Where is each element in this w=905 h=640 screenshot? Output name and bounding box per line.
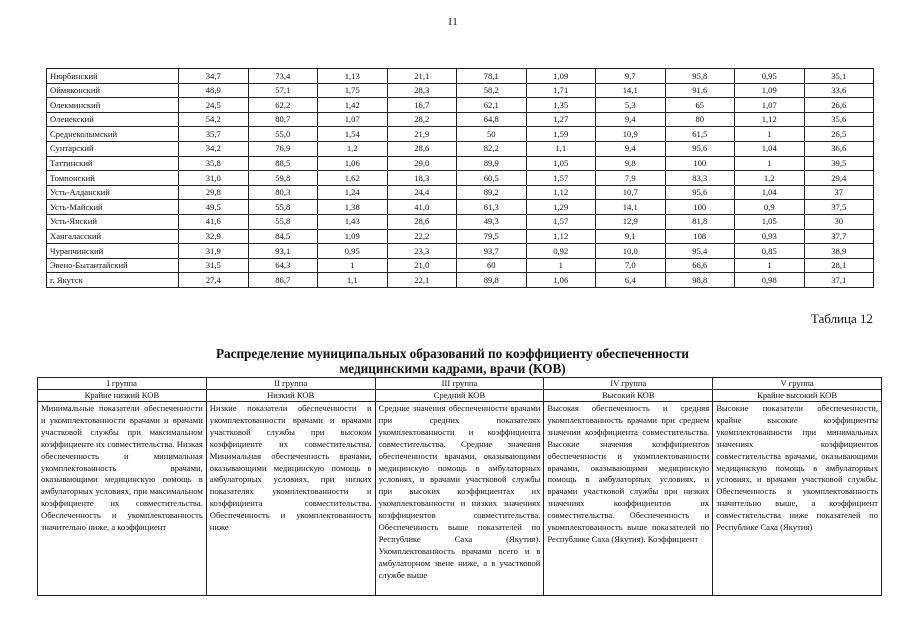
value-cell: 1,06 xyxy=(318,156,388,171)
group-header: IV группа xyxy=(544,378,713,390)
value-cell: 98,8 xyxy=(665,273,735,288)
region-name-cell: Сунтарский xyxy=(47,141,179,156)
value-cell: 30 xyxy=(804,214,874,229)
value-cell: 10,9 xyxy=(596,127,666,142)
table-row xyxy=(47,229,874,244)
value-cell: 1,27 xyxy=(526,112,596,127)
value-cell: 1,42 xyxy=(318,98,388,113)
value-cell: 55,0 xyxy=(248,127,318,142)
value-cell: 21,0 xyxy=(387,258,457,273)
value-cell: 1,71 xyxy=(526,83,596,98)
value-cell: 24,5 xyxy=(179,98,249,113)
group-description: Высокие показатели обеспеченности, крайне высокие коэффициенты укомплектованности при минимальных значениях коэффициентов совместительства врачами, оказывающими медицинскую помощь в амбулаторных условиях, и врачами участковой службы. Обеспеченность и укомплектованность значительно выше, а коэффициент совместительства ниже показателей по Республике Саха (Якутия) xyxy=(713,402,882,596)
value-cell: 1,62 xyxy=(318,171,388,186)
value-cell: 9,7 xyxy=(596,69,666,84)
value-cell: 5,3 xyxy=(596,98,666,113)
value-cell: 95,6 xyxy=(665,141,735,156)
value-cell: 35,1 xyxy=(804,69,874,84)
value-cell: 1 xyxy=(526,258,596,273)
table-caption: Таблица 12 xyxy=(810,311,873,326)
value-cell: 61,3 xyxy=(457,200,527,215)
value-cell: 34,2 xyxy=(179,141,249,156)
value-cell: 10,0 xyxy=(596,244,666,259)
value-cell: 14,1 xyxy=(596,83,666,98)
value-cell: 31,0 xyxy=(179,171,249,186)
value-cell: 48,9 xyxy=(179,83,249,98)
value-cell: 36,6 xyxy=(804,141,874,156)
value-cell: 22,2 xyxy=(387,229,457,244)
table-row xyxy=(47,69,874,84)
value-cell: 95,6 xyxy=(665,185,735,200)
value-cell: 31,9 xyxy=(179,244,249,259)
value-cell: 91,6 xyxy=(665,83,735,98)
value-cell: 34,7 xyxy=(179,69,249,84)
value-cell: 82,2 xyxy=(457,141,527,156)
value-cell: 86,7 xyxy=(248,273,318,288)
region-name-cell: Усть-Майский xyxy=(47,200,179,215)
value-cell: 1,59 xyxy=(526,127,596,142)
value-cell: 1,75 xyxy=(318,83,388,98)
value-cell: 41,6 xyxy=(179,214,249,229)
value-cell: 1,57 xyxy=(526,171,596,186)
table-row xyxy=(47,273,874,288)
value-cell: 1,05 xyxy=(735,214,805,229)
value-cell: 28,2 xyxy=(387,112,457,127)
value-cell: 27,4 xyxy=(179,273,249,288)
level-row xyxy=(38,390,882,402)
value-cell: 1,24 xyxy=(318,185,388,200)
value-cell: 9,8 xyxy=(596,156,666,171)
region-name-cell: Таттинский xyxy=(47,156,179,171)
table-row xyxy=(47,112,874,127)
value-cell: 23,3 xyxy=(387,244,457,259)
table-row xyxy=(47,156,874,171)
value-cell: 28,6 xyxy=(387,214,457,229)
value-cell: 1,04 xyxy=(735,185,805,200)
value-cell: 55,8 xyxy=(248,200,318,215)
value-cell: 24,4 xyxy=(387,185,457,200)
value-cell: 1,12 xyxy=(526,185,596,200)
value-cell: 100 xyxy=(665,156,735,171)
value-cell: 1,05 xyxy=(526,156,596,171)
value-cell: 100 xyxy=(665,200,735,215)
value-cell: 37,5 xyxy=(804,200,874,215)
value-cell: 33,6 xyxy=(804,83,874,98)
value-cell: 18,3 xyxy=(387,171,457,186)
region-name-cell: Оймяконский xyxy=(47,83,179,98)
value-cell: 1,13 xyxy=(318,69,388,84)
value-cell: 1 xyxy=(735,258,805,273)
region-name-cell: Среднеколымский xyxy=(47,127,179,142)
region-name-cell: г. Якутск xyxy=(47,273,179,288)
kov-level: Крайне высокий КОВ xyxy=(713,390,882,402)
value-cell: 29,4 xyxy=(804,171,874,186)
region-name-cell: Хангаласский xyxy=(47,229,179,244)
value-cell: 0,95 xyxy=(735,69,805,84)
value-cell: 62,2 xyxy=(248,98,318,113)
value-cell: 57,1 xyxy=(248,83,318,98)
value-cell: 1,2 xyxy=(318,141,388,156)
value-cell: 1,09 xyxy=(318,229,388,244)
table-row xyxy=(47,214,874,229)
value-cell: 80,3 xyxy=(248,185,318,200)
value-cell: 89,9 xyxy=(457,156,527,171)
value-cell: 12,9 xyxy=(596,214,666,229)
value-cell: 1,38 xyxy=(318,200,388,215)
value-cell: 84,5 xyxy=(248,229,318,244)
group-header: I группа xyxy=(38,378,207,390)
value-cell: 9,1 xyxy=(596,229,666,244)
value-cell: 80 xyxy=(665,112,735,127)
group-header: II группа xyxy=(206,378,375,390)
value-cell: 1 xyxy=(735,156,805,171)
value-cell: 108 xyxy=(665,229,735,244)
value-cell: 16,7 xyxy=(387,98,457,113)
value-cell: 83,3 xyxy=(665,171,735,186)
value-cell: 9,4 xyxy=(596,141,666,156)
value-cell: 54,2 xyxy=(179,112,249,127)
value-cell: 55,8 xyxy=(248,214,318,229)
kov-level: Высокий КОВ xyxy=(544,390,713,402)
region-name-cell: Нюрбинский xyxy=(47,69,179,84)
value-cell: 73,4 xyxy=(248,69,318,84)
value-cell: 81,8 xyxy=(665,214,735,229)
value-cell: 32,9 xyxy=(179,229,249,244)
group-description: Низкие показатели обеспеченности и укомплектованности врачами и врачами участковой службы при высоком коэффициенте их совместительства. Минимальная обеспеченность врачами, оказывающими медицинскую помощь в амбулаторных условиях, при низких показателях укомплектованности и коэффициента совместительства. Обеспеченность и укомплектованность ниже xyxy=(206,402,375,596)
table-row xyxy=(47,171,874,186)
value-cell: 0,9 xyxy=(735,200,805,215)
value-cell: 1,35 xyxy=(526,98,596,113)
value-cell: 93,7 xyxy=(457,244,527,259)
value-cell: 1 xyxy=(735,127,805,142)
value-cell: 1,57 xyxy=(526,214,596,229)
value-cell: 39,5 xyxy=(804,156,874,171)
value-cell: 76,9 xyxy=(248,141,318,156)
value-cell: 22,1 xyxy=(387,273,457,288)
value-cell: 38,9 xyxy=(804,244,874,259)
value-cell: 1,06 xyxy=(526,273,596,288)
group-description: Минимальные показатели обеспеченности и укомплектованности врачами и врачами участковой службы при максимальном коэффициенте их совместительства. Низкая обеспеченность и минимальная укомплектованность врачами, оказывающими медицинскую помощь в амбулаторных условиях, при максимальном коэффициенте их совместительства. Обеспеченность и укомплектованность значительно ниже, а коэффициент xyxy=(38,402,207,596)
value-cell: 1,54 xyxy=(318,127,388,142)
value-cell: 26,5 xyxy=(804,127,874,142)
value-cell: 62,1 xyxy=(457,98,527,113)
kov-level: Низкий КОВ xyxy=(206,390,375,402)
region-name-cell: Усть-Алданский xyxy=(47,185,179,200)
value-cell: 0,85 xyxy=(735,244,805,259)
value-cell: 1,07 xyxy=(318,112,388,127)
value-cell: 1,1 xyxy=(526,141,596,156)
table-title-line-2: медицинскими кадрами, врачи (КОВ) xyxy=(339,361,566,376)
value-cell: 29,8 xyxy=(179,185,249,200)
value-cell: 1,2 xyxy=(735,171,805,186)
table-row xyxy=(47,200,874,215)
value-cell: 10,7 xyxy=(596,185,666,200)
description-row xyxy=(38,402,882,596)
value-cell: 0,95 xyxy=(318,244,388,259)
group-header: V группа xyxy=(713,378,882,390)
value-cell: 78,1 xyxy=(457,69,527,84)
value-cell: 1,29 xyxy=(526,200,596,215)
table-row xyxy=(47,141,874,156)
table-row xyxy=(47,244,874,259)
value-cell: 1,09 xyxy=(526,69,596,84)
value-cell: 35,6 xyxy=(804,112,874,127)
region-data-table xyxy=(46,68,874,288)
value-cell: 1 xyxy=(318,258,388,273)
region-name-cell: Усть-Янский xyxy=(47,214,179,229)
kov-level: Средний КОВ xyxy=(375,390,544,402)
value-cell: 50 xyxy=(457,127,527,142)
value-cell: 37 xyxy=(804,185,874,200)
value-cell: 1,07 xyxy=(735,98,805,113)
value-cell: 64,8 xyxy=(457,112,527,127)
value-cell: 49,3 xyxy=(457,214,527,229)
value-cell: 93,1 xyxy=(248,244,318,259)
region-name-cell: Оленекский xyxy=(47,112,179,127)
value-cell: 29,0 xyxy=(387,156,457,171)
table-row xyxy=(47,83,874,98)
value-cell: 61,5 xyxy=(665,127,735,142)
value-cell: 37,1 xyxy=(804,273,874,288)
value-cell: 35,8 xyxy=(179,156,249,171)
value-cell: 89,8 xyxy=(457,273,527,288)
value-cell: 28,6 xyxy=(387,141,457,156)
group-header: III группа xyxy=(375,378,544,390)
value-cell: 88,5 xyxy=(248,156,318,171)
value-cell: 21,9 xyxy=(387,127,457,142)
value-cell: 64,3 xyxy=(248,258,318,273)
value-cell: 35,7 xyxy=(179,127,249,142)
region-name-cell: Эвено-Бытантайский xyxy=(47,258,179,273)
table-row xyxy=(47,258,874,273)
value-cell: 1,1 xyxy=(318,273,388,288)
value-cell: 0,93 xyxy=(735,229,805,244)
value-cell: 65 xyxy=(665,98,735,113)
table-title-line-1: Распределение муниципальных образований по коэффициенту обеспеченности xyxy=(215,346,690,361)
value-cell: 31,5 xyxy=(179,258,249,273)
value-cell: 28,3 xyxy=(387,83,457,98)
value-cell: 9,4 xyxy=(596,112,666,127)
value-cell: 7,0 xyxy=(596,258,666,273)
value-cell: 28,1 xyxy=(804,258,874,273)
value-cell: 80,7 xyxy=(248,112,318,127)
value-cell: 41,0 xyxy=(387,200,457,215)
value-cell: 66,6 xyxy=(665,258,735,273)
value-cell: 1,43 xyxy=(318,214,388,229)
group-header-row xyxy=(38,378,882,390)
value-cell: 37,7 xyxy=(804,229,874,244)
kov-groups-table xyxy=(37,377,882,596)
table-row xyxy=(47,98,874,113)
value-cell: 21,1 xyxy=(387,69,457,84)
table-row xyxy=(47,185,874,200)
value-cell: 14,1 xyxy=(596,200,666,215)
page-number: 11 xyxy=(447,16,458,28)
region-name-cell: Томпонский xyxy=(47,171,179,186)
value-cell: 95,8 xyxy=(665,69,735,84)
value-cell: 95,4 xyxy=(665,244,735,259)
value-cell: 49,5 xyxy=(179,200,249,215)
region-name-cell: Чурапчинский xyxy=(47,244,179,259)
group-description: Высокая обеспеченность и средняя укомплектованность врачами при среднем значении коэффициента совместительства. Высокие значения коэффициентов обеспеченности и укомплектованности врачами, оказывающими медицинскую помощь в амбулаторных условиях, и врачами участковой службы при низких значениях коэффициентов их совместительства. Обеспеченность и укомплектованность выше показателей по Республике Саха (Якутия). Коэффициент xyxy=(544,402,713,596)
value-cell: 0,92 xyxy=(526,244,596,259)
value-cell: 7,9 xyxy=(596,171,666,186)
value-cell: 1,12 xyxy=(526,229,596,244)
value-cell: 60,5 xyxy=(457,171,527,186)
value-cell: 26,6 xyxy=(804,98,874,113)
group-description: Средние значения обеспеченности врачами при средних показателях укомплектованности и коэффициента совместительства. Средние значения обеспеченности врачами, оказывающими медицинскую помощь в амбулаторных условиях, и врачами участковой службы при высоких коэффициентах их укомплектованности и низких значениях коэффициентов совместительства. Обеспеченность выше показателей по Республике Саха (Якутия). Укомплектованность врачами всего и в амбулаторном звене ниже, а в участковой службе выше xyxy=(375,402,544,596)
kov-level: Крайне низкий КОВ xyxy=(38,390,207,402)
value-cell: 1,12 xyxy=(735,112,805,127)
region-name-cell: Олекминский xyxy=(47,98,179,113)
value-cell: 6,4 xyxy=(596,273,666,288)
table-row xyxy=(47,127,874,142)
value-cell: 0,98 xyxy=(735,273,805,288)
value-cell: 1,04 xyxy=(735,141,805,156)
value-cell: 89,2 xyxy=(457,185,527,200)
value-cell: 59,8 xyxy=(248,171,318,186)
value-cell: 1,09 xyxy=(735,83,805,98)
value-cell: 79,5 xyxy=(457,229,527,244)
value-cell: 58,2 xyxy=(457,83,527,98)
value-cell: 60 xyxy=(457,258,527,273)
